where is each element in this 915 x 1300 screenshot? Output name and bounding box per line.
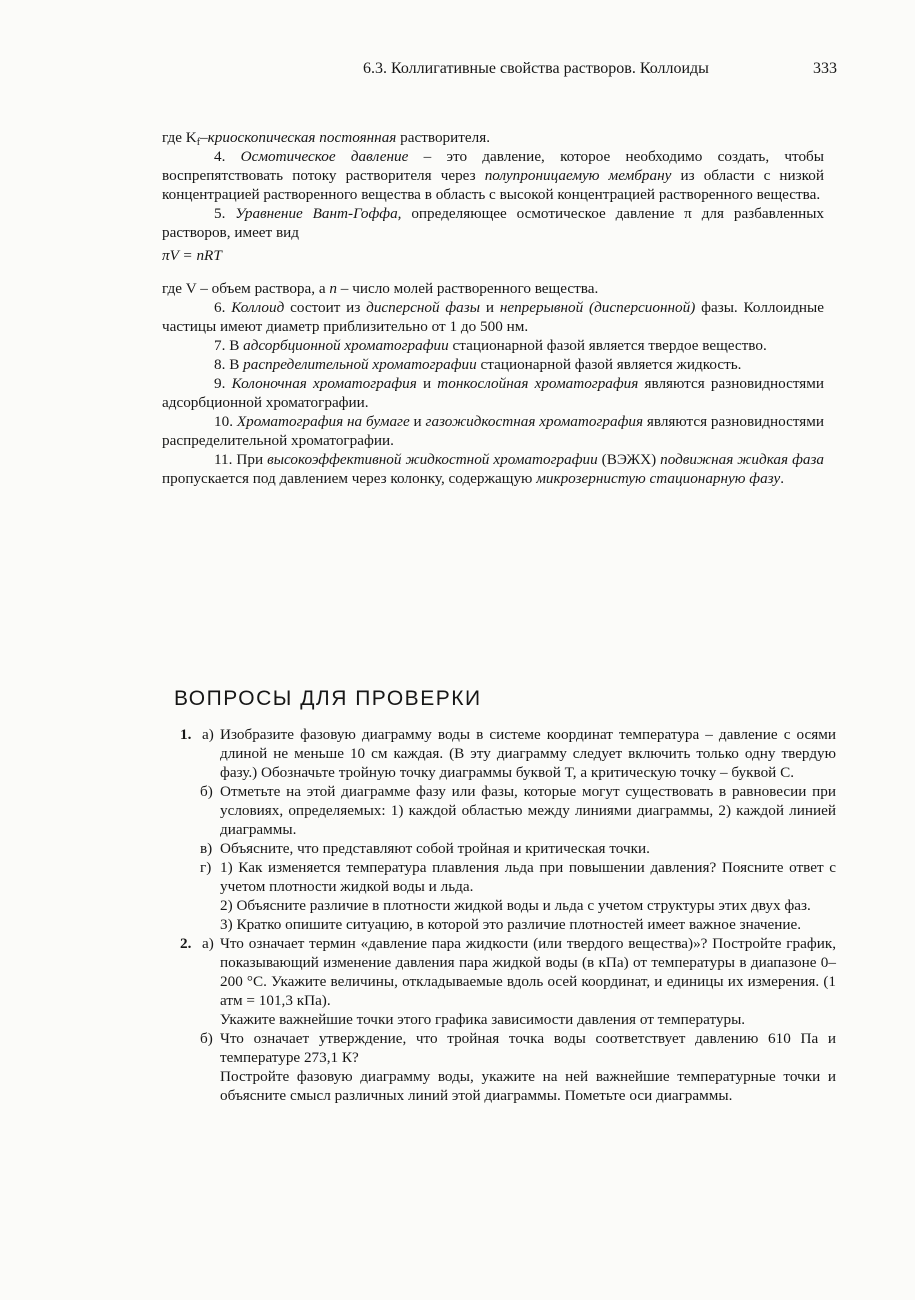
part-text: Что означает утверждение, что тройная точка воды соответствует давлению 610 Па и температуре 273,1 К? xyxy=(220,1030,836,1066)
part-text: Объясните, что представляют собой тройная и критическая точки. xyxy=(220,840,650,857)
paragraph-partition-chromatography: 8. В распределительной хроматографии стационарной фазой является жидкость. xyxy=(214,356,742,373)
question-item xyxy=(174,934,836,1105)
questions-list xyxy=(174,725,836,1105)
question-part xyxy=(174,934,836,1029)
question-number: 2. xyxy=(180,935,192,952)
part-text: 2) Объясните различие в плотности жидкой воды и льда с учетом структуры этих двух фаз. xyxy=(220,897,811,914)
paragraph-cryoscopic: где $K_f$–криоскопическая постоянная растворителя. xyxy=(162,129,491,148)
paragraph-colloid: 6. Коллоид состоит из дисперсной фазы и непрерывной (дисперсионной) фазы. Коллоидные частицы имеют диаметр приблизительно от 1 до 500 нм. xyxy=(162,299,824,335)
part-text: Изобразите фазовую диаграмму воды в системе координат температура – давление с осями длиной не меньше 10 см каждая. (В эту диаграмму следует включить только одну твердую фазу.) Обозначьте тройную точку диаграммы буквой T, а критическую точку – буквой C. xyxy=(220,726,836,781)
question-part xyxy=(174,839,836,858)
part-label: а) xyxy=(202,726,214,743)
question-part xyxy=(174,1029,836,1105)
page-number: 333 xyxy=(813,60,837,77)
paragraph-hplc: 11. При высокоэффективной жидкостной хроматографии (ВЭЖХ) подвижная жидкая фаза пропускается под давлением через колонку, содержащую микрозернистую стационарную фазу. xyxy=(162,451,824,487)
question-part xyxy=(174,725,836,782)
chapter-title: 6.3. Коллигативные свойства растворов. Коллоиды xyxy=(363,60,709,77)
paragraph-formula-legend: где V – объем раствора, а n – число молей растворенного вещества. xyxy=(162,280,599,297)
paragraph-osmotic-pressure: 4. Осмотическое давление – это давление, которое необходимо создать, чтобы воспрепятствовать потоку растворителя через полупроницаемую мембрану из области с низкой концентрацией растворенного вещества в область с высокой концентрацией растворенного вещества. xyxy=(162,148,824,203)
paragraph-paper-chromatography: 10. Хроматография на бумаге и газожидкостная хроматография являются разновидностями распределительной хроматографии. xyxy=(162,413,825,449)
part-label: б) xyxy=(200,1030,213,1047)
main-text xyxy=(162,128,824,488)
part-text: Отметьте на этой диаграмме фазу или фазы, которые могут существовать в равновесии при условиях, определяемых: 1) каждой областью между линиями диаграммы, 2) каждой линией диаграммы. xyxy=(220,783,836,838)
part-text: Что означает термин «давление пара жидкости (или твердого вещества)»? Постройте график, показывающий изменение давления пара жидкой воды (в кПа) от температуры в диапазоне 0–200 °C. Укажите величины, откладываемые вдоль осей координат, и единицы их измерения. (1 атм = 101,3 кПа). xyxy=(220,935,836,1009)
question-number: 1. xyxy=(180,726,192,743)
question-item xyxy=(174,725,836,934)
part-label: г) xyxy=(200,859,212,876)
part-text: 1) Как изменяется температура плавления льда при повышении давления? Поясните ответ с учетом плотности жидкой воды и льда. xyxy=(220,859,836,895)
part-label: б) xyxy=(200,783,213,800)
part-text: Укажите важнейшие точки этого графика зависимости давления от температуры. xyxy=(220,1011,746,1028)
part-label: в) xyxy=(200,840,213,857)
paragraph-adsorption-chromatography: 7. В адсорбционной хроматографии стационарной фазой является твердое вещество. xyxy=(214,337,767,354)
question-part xyxy=(174,858,836,934)
paragraph-column-chromatography: 9. Колоночная хроматография и тонкослойная хроматография являются разновидностями адсорбционной хроматографии. xyxy=(162,375,824,411)
section-title: ВОПРОСЫ ДЛЯ ПРОВЕРКИ xyxy=(174,687,482,710)
vant-hoff-formula: πV = nRT xyxy=(162,247,222,264)
running-head xyxy=(363,59,843,79)
part-label: а) xyxy=(202,935,214,952)
question-part xyxy=(174,782,836,839)
part-text: 3) Кратко опишите ситуацию, в которой это различие плотностей имеет важное значение. xyxy=(220,916,802,933)
part-text: Постройте фазовую диаграмму воды, укажите на ней важнейшие температурные точки и объясните смысл различных линий этой диаграммы. Пометьте оси диаграммы. xyxy=(220,1068,836,1104)
paragraph-vant-hoff: 5. Уравнение Вант-Гоффа, определяющее осмотическое давление π для разбавленных растворов, имеет вид xyxy=(162,205,824,241)
